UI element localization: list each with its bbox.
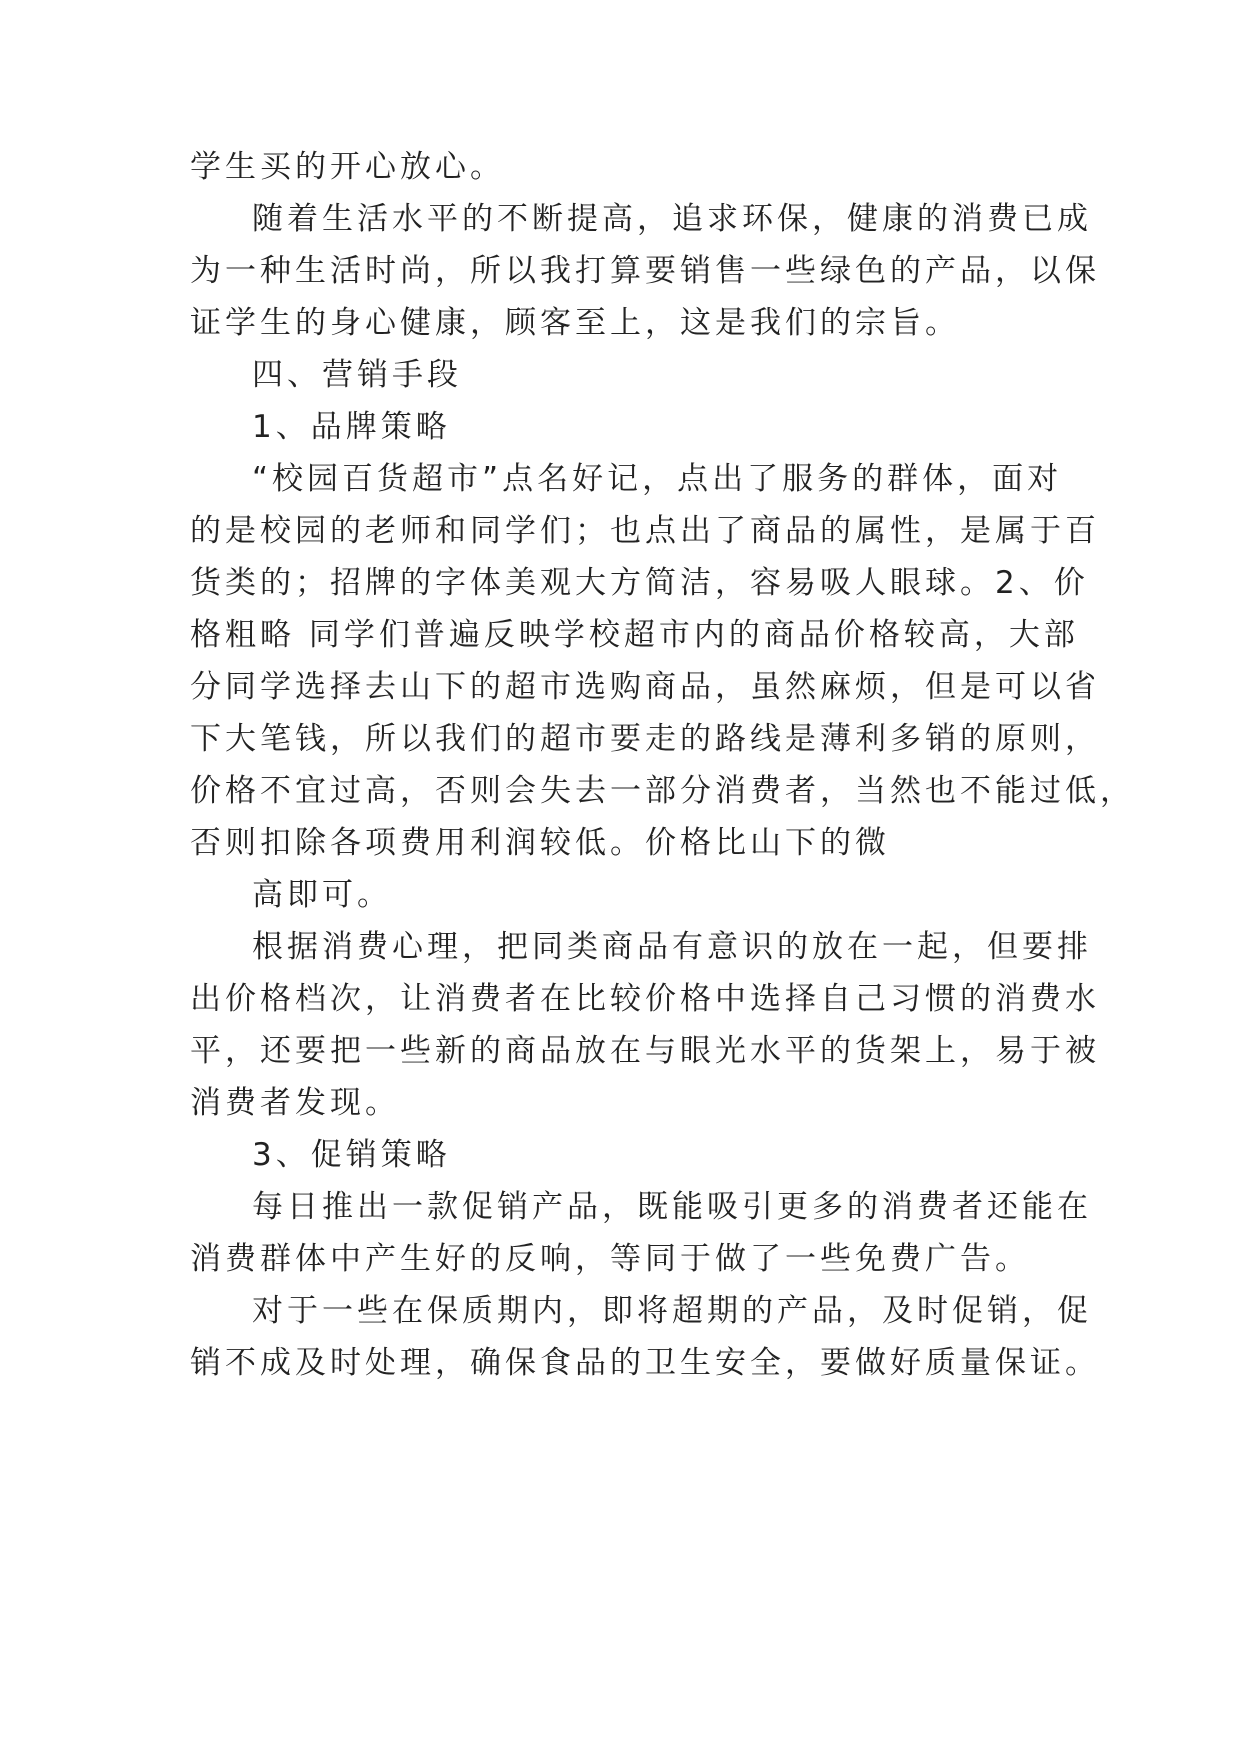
text-line: 货类的；招牌的字体美观大方简洁，容易吸人眼球。2、价	[190, 565, 1089, 601]
text-line: 为一种生活时尚，所以我打算要销售一些绿色的产品，以保	[190, 253, 1100, 289]
text-line: 出价格档次，让消费者在比较价格中选择自己习惯的消费水	[190, 981, 1100, 1017]
text-line: 平，还要把一些新的商品放在与眼光水平的货架上，易于被	[190, 1033, 1100, 1069]
text-line: 分同学选择去山下的超市选购商品，虽然麻烦，但是可以省	[190, 669, 1100, 705]
text-line: 销不成及时处理，确保食品的卫生安全，要做好质量保证。	[190, 1345, 1100, 1381]
text-line: 消费者发现。	[190, 1085, 400, 1121]
text-line: 价格不宜过高，否则会失去一部分消费者，当然也不能过低，	[190, 773, 1135, 809]
text-line: 高即可。	[252, 877, 392, 913]
text-line: 下大笔钱，所以我们的超市要走的路线是薄利多销的原则，	[190, 721, 1100, 757]
text-line: 学生买的开心放心。	[190, 149, 505, 185]
paragraph-start: 随着生活水平的不断提高，追求环保，健康的消费已成	[252, 201, 1092, 237]
paragraph-start: 根据消费心理，把同类商品有意识的放在一起，但要排	[252, 929, 1092, 965]
paragraph-start: 对于一些在保质期内，即将超期的产品，及时促销，促	[252, 1293, 1092, 1329]
paragraph-start: “校园百货超市”点名好记，点出了服务的群体，面对	[252, 461, 1063, 497]
text-line: 证学生的身心健康，顾客至上，这是我们的宗旨。	[190, 305, 960, 341]
paragraph-start: 每日推出一款促销产品，既能吸引更多的消费者还能在	[252, 1189, 1092, 1225]
text-line: 消费群体中产生好的反响，等同于做了一些免费广告。	[190, 1241, 1030, 1277]
text-line: 否则扣除各项费用利润较低。价格比山下的微	[190, 825, 890, 861]
text-line: 的是校园的老师和同学们；也点出了商品的属性，是属于百	[190, 513, 1100, 549]
section-heading: 四、营销手段	[252, 357, 462, 393]
subsection-heading: 1、品牌策略	[252, 409, 451, 445]
text-line: 格粗略 同学们普遍反映学校超市内的商品价格较高，大部	[190, 617, 1079, 653]
subsection-heading: 3、促销策略	[252, 1137, 451, 1173]
